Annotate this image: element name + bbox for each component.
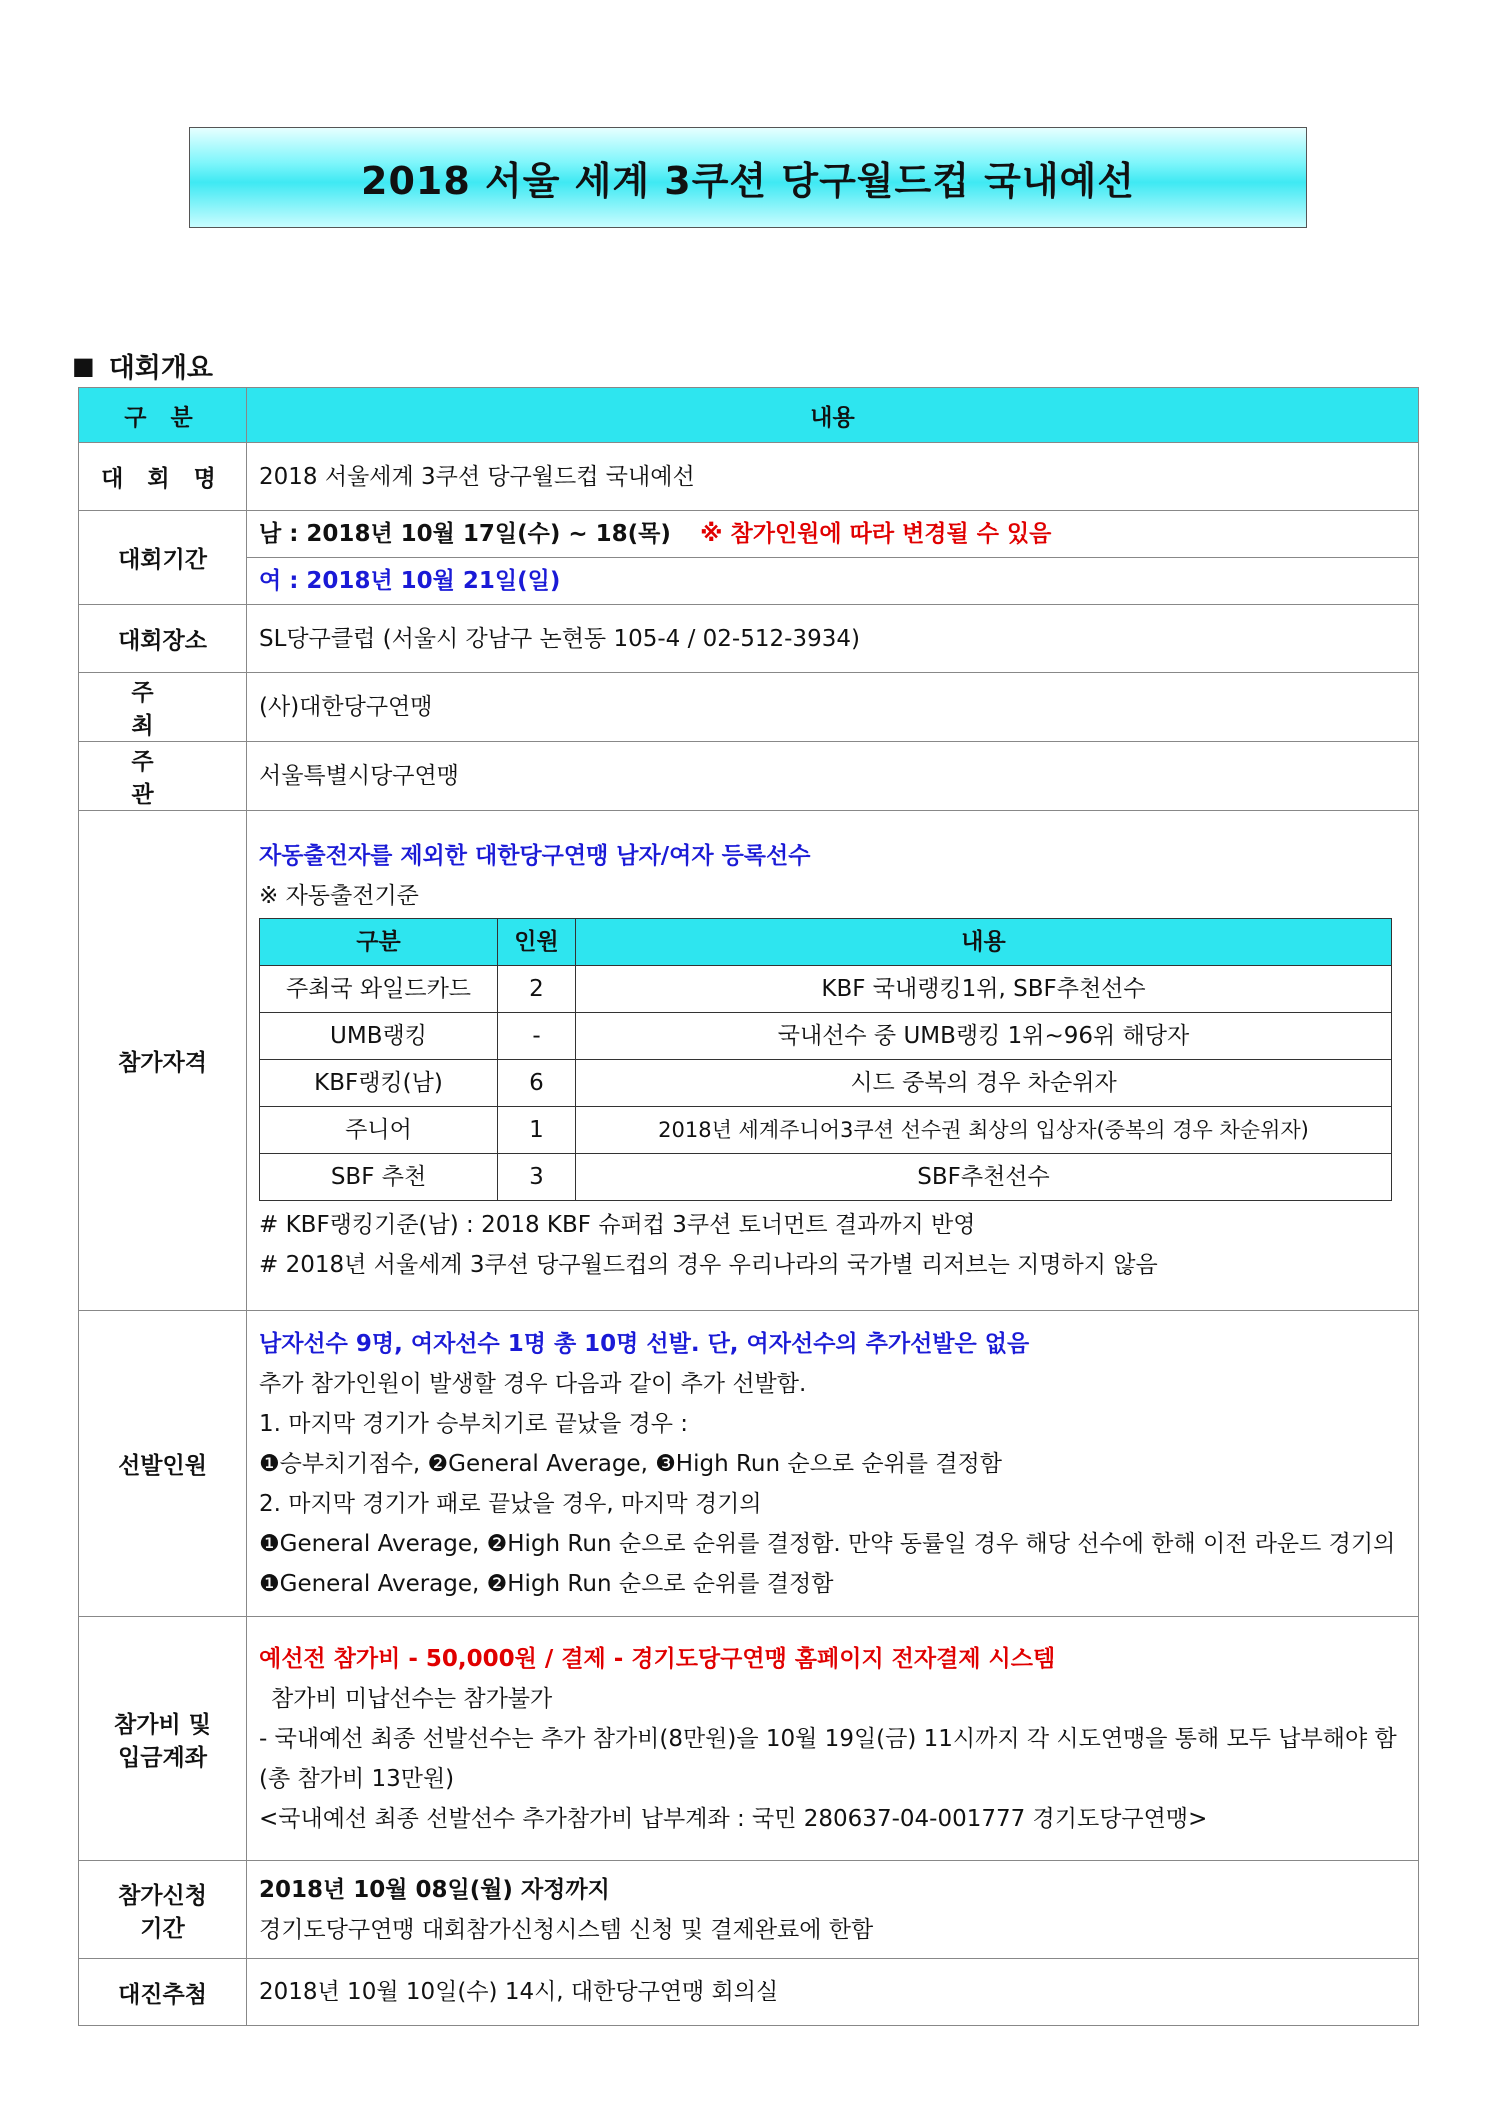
row-application [79,1861,1419,1959]
value-application [247,1861,1419,1959]
row-name [79,443,1419,511]
eligibility-headline: 자동출전자를 제외한 대한당구연맹 남자/여자 등록선수 [259,843,811,869]
value-organizer: 서울특별시당구연맹 [247,742,1419,811]
label-period: 대회기간 [79,511,247,605]
table-row: SBF 추천 3 SBF추천선수 [260,1154,1392,1201]
section-title: 대회개요 [108,353,214,384]
label-application: 참가신청 기간 [79,1861,247,1959]
label-selection: 선발인원 [79,1311,247,1617]
period-note: ※ 참가인원에 따라 변경될 수 있음 [700,521,1052,547]
label-draw: 대진추첨 [79,1959,247,2026]
value-host: (사)대한당구연맹 [247,673,1419,742]
value-eligibility [247,811,1419,1311]
page-title: 2018 서울 세계 3쿠션 당구월드컵 국내예선 [361,159,1135,203]
value-venue: SL당구클럽 (서울시 강남구 논현동 105-4 / 02-512-3934) [247,605,1419,673]
sub-header-category: 구분 [260,919,498,966]
value-name: 2018 서울세계 3쿠션 당구월드컵 국내예선 [247,443,1419,511]
label-eligibility: 참가자격 [79,811,247,1311]
overview-table [78,387,1419,2026]
row-period-men [79,511,1419,558]
row-draw [79,1959,1419,2026]
value-fee [247,1617,1419,1861]
row-organizer [79,742,1419,811]
table-header-row [79,388,1419,443]
application-line: 경기도당구연맹 대회참가신청시스템 신청 및 결제완료에 한함 [259,1916,874,1943]
row-period-women [79,558,1419,605]
auto-entry-table [259,918,1392,1201]
selection-line: ❶General Average, ❷High Run 순으로 순위를 결정함. 만약 동률일 경우 해당 선수에 한해 이전 라운드 경기의 ❶General Average, ❷High Run 순으로 순위를 결정함 [259,1530,1396,1597]
selection-line: 1. 마지막 경기가 승부치기로 끝났을 경우 : [259,1410,689,1437]
value-period-men: 남 : 2018년 10월 17일(수) ~ 18(목) ※ 참가인원에 따라 변경될 수 있음 [247,511,1419,558]
header-content: 내용 [247,388,1419,443]
sub-header-row [260,919,1392,966]
sub-header-content: 내용 [576,919,1392,966]
fee-line-2: - 국내예선 최종 선발선수는 추가 참가비(8만원)을 10월 19일(금) 11시까지 각 시도연맹을 통해 모두 납부해야 함(총 참가비 13만원) [259,1725,1397,1792]
table-row: 주최국 와일드카드 2 KBF 국내랭킹1위, SBF추천선수 [260,966,1392,1013]
eligibility-note-2: # 2018년 서울세계 3쿠션 당구월드컵의 경우 우리나라의 국가별 리저브는 지명하지 않음 [259,1252,1158,1278]
sub-header-count: 인원 [498,919,576,966]
fee-line-1: 참가비 미납선수는 참가불가 [271,1685,553,1712]
application-headline: 2018년 10월 08일(월) 자정까지 [259,1876,610,1903]
row-eligibility [79,811,1419,1311]
selection-line: 추가 참가인원이 발생할 경우 다음과 같이 추가 선발함. [259,1370,807,1397]
title-banner [189,127,1307,228]
fee-line-3: <국내예선 최종 선발선수 추가참가비 납부계좌 : 국민 280637-04-001777 경기도당구연맹> [259,1805,1208,1832]
row-host [79,673,1419,742]
value-selection [247,1311,1419,1617]
selection-headline: 남자선수 9명, 여자선수 1명 총 10명 선발. 단, 여자선수의 추가선발은 없음 [259,1330,1030,1357]
table-row: UMB랭킹 - 국내선수 중 UMB랭킹 1위~96위 해당자 [260,1013,1392,1060]
label-host: 주 최 [79,673,247,742]
selection-line: 2. 마지막 경기가 패로 끝났을 경우, 마지막 경기의 [259,1490,762,1517]
section-heading [72,346,213,385]
row-venue [79,605,1419,673]
label-fee: 참가비 및 입금계좌 [79,1617,247,1861]
selection-line: ❶승부치기점수, ❷General Average, ❸High Run 순으로 순위를 결정함 [259,1450,1002,1477]
fee-headline: 예선전 참가비 - 50,000원 / 결제 - 경기도당구연맹 홈페이지 전자결제 시스템 [259,1645,1056,1672]
square-bullet-icon: ■ [72,351,95,380]
header-category: 구 분 [79,388,247,443]
eligibility-criteria: ※ 자동출전기준 [259,883,419,909]
label-venue: 대회장소 [79,605,247,673]
label-name: 대 회 명 [79,443,247,511]
table-row: KBF랭킹(남) 6 시드 중복의 경우 차순위자 [260,1060,1392,1107]
label-organizer: 주 관 [79,742,247,811]
table-row: 주니어 1 2018년 세계주니어3쿠션 선수권 최상의 입상자(중복의 경우 차순위자) [260,1107,1392,1154]
value-draw: 2018년 10월 10일(수) 14시, 대한당구연맹 회의실 [247,1959,1419,2026]
eligibility-note-1: # KBF랭킹기준(남) : 2018 KBF 슈퍼컵 3쿠션 토너먼트 결과까지 반영 [259,1212,976,1238]
row-selection [79,1311,1419,1617]
value-period-women: 여 : 2018년 10월 21일(일) [247,558,1419,605]
row-fee [79,1617,1419,1861]
